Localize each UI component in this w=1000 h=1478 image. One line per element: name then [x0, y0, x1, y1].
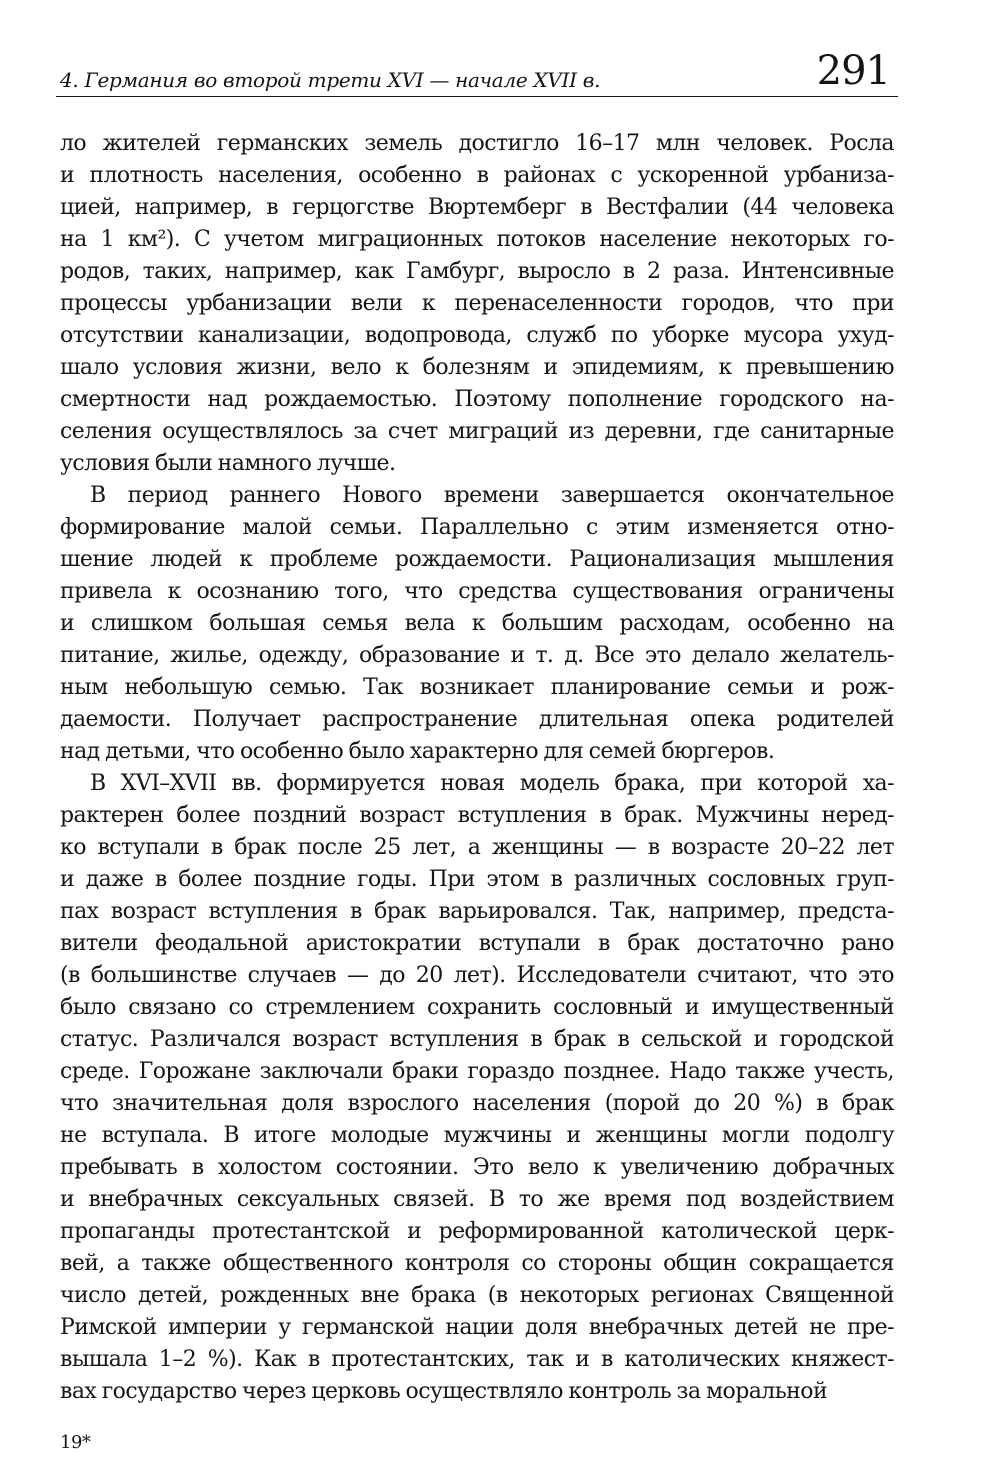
text-line: Римской империи у германской нации доля внебрачных детей не пре- [60, 1315, 894, 1340]
text-line: В XVI–XVII вв. формируется новая модель брака, при которой ха- [90, 771, 894, 796]
text-line: пах возраст вступления в брак варьировался. Так, например, предста- [60, 899, 894, 924]
text-line: ным небольшую семью. Так возникает планирование семьи и рож- [60, 675, 894, 700]
page-header [60, 38, 898, 98]
signature-mark: 19* [60, 1432, 91, 1453]
text-line: над детьми, что особенно было характерно для семей бюргеров. [60, 739, 775, 764]
text-line: смертности над рождаемостью. Поэтому пополнение городского на- [60, 387, 894, 412]
text-line: и плотность населения, особенно в районах с ускоренной урбаниза- [60, 163, 894, 188]
text-line: вители феодальной аристократии вступали в брак достаточно рано [60, 931, 894, 956]
body-text [60, 128, 894, 1408]
text-line: и слишком большая семья вела к большим расходам, особенно на [60, 611, 894, 636]
running-title: 4. Германия во второй трети XVI — начале XVII в. [60, 68, 601, 92]
text-line: питание, жилье, одежду, образование и т. д. Все это делало желатель- [60, 643, 894, 668]
text-line: (в большинстве случаев — до 20 лет). Исследователи считают, что это [60, 963, 894, 988]
text-line: что значительная доля взрослого населения (порой до 20 %) в брак [60, 1091, 894, 1116]
text-line: процессы урбанизации вели к перенаселенности городов, что при [60, 291, 894, 316]
text-line: ко вступали в брак после 25 лет, а женщины — в возрасте 20–22 лет [60, 835, 894, 860]
text-line: привела к осознанию того, что средства существования ограничены [60, 579, 894, 604]
text-line: число детей, рожденных вне брака (в некоторых регионах Священной [60, 1283, 894, 1308]
text-line: шало условия жизни, вело к болезням и эпидемиям, к превышению [60, 355, 894, 380]
text-line: шение людей к проблеме рождаемости. Рационализация мышления [60, 547, 894, 572]
text-line: статус. Различался возраст вступления в брак в сельской и городской [60, 1027, 894, 1052]
text-line: среде. Горожане заключали браки гораздо позднее. Надо также учесть, [60, 1059, 894, 1084]
text-line: селения осуществлялось за счет миграций из деревни, где санитарные [60, 419, 894, 444]
text-line: родов, таких, например, как Гамбург, выросло в 2 раза. Интенсивные [60, 259, 894, 284]
text-line: было связано со стремлением сохранить сословный и имущественный [60, 995, 894, 1020]
paragraph-3 [60, 768, 894, 1408]
text-line: вышала 1–2 %). Как в протестантских, так и в католических княжест- [60, 1347, 894, 1372]
text-line: на 1 км²). С учетом миграционных потоков население некоторых го- [60, 227, 894, 252]
paragraph-2 [60, 480, 894, 768]
text-line: отсутствии канализации, водопровода, служб по уборке мусора ухуд- [60, 323, 894, 348]
text-line: ло жителей германских земель достигло 16–17 млн человек. Росла [60, 131, 894, 156]
paragraph-1 [60, 128, 894, 480]
text-line: не вступала. В итоге молодые мужчины и женщины могли подолгу [60, 1123, 894, 1148]
text-line: и внебрачных сексуальных связей. В то же время под воздействием [60, 1187, 894, 1212]
text-line: рактерен более поздний возраст вступления в брак. Мужчины неред- [60, 803, 894, 828]
text-line: и даже в более поздние годы. При этом в различных сословных груп- [60, 867, 894, 892]
text-line: пребывать в холостом состоянии. Это вело к увеличению добрачных [60, 1155, 894, 1180]
text-line: вах государство через церковь осуществляло контроль за моральной [60, 1379, 828, 1404]
text-line: В период раннего Нового времени завершается окончательное [90, 483, 894, 508]
text-line: пропаганды протестантской и реформированной католической церк- [60, 1219, 894, 1244]
text-line: цией, например, в герцогстве Вюртемберг в Вестфалии (44 человека [60, 195, 894, 220]
page-number: 291 [816, 48, 890, 94]
text-line: формирование малой семьи. Параллельно с этим изменяется отно- [60, 515, 894, 540]
text-line: вей, а также общественного контроля со стороны общин сокращается [60, 1251, 894, 1276]
header-rule [56, 96, 898, 97]
text-line: даемости. Получает распространение длительная опека родителей [60, 707, 894, 732]
text-line: условия были намного лучше. [60, 451, 396, 476]
